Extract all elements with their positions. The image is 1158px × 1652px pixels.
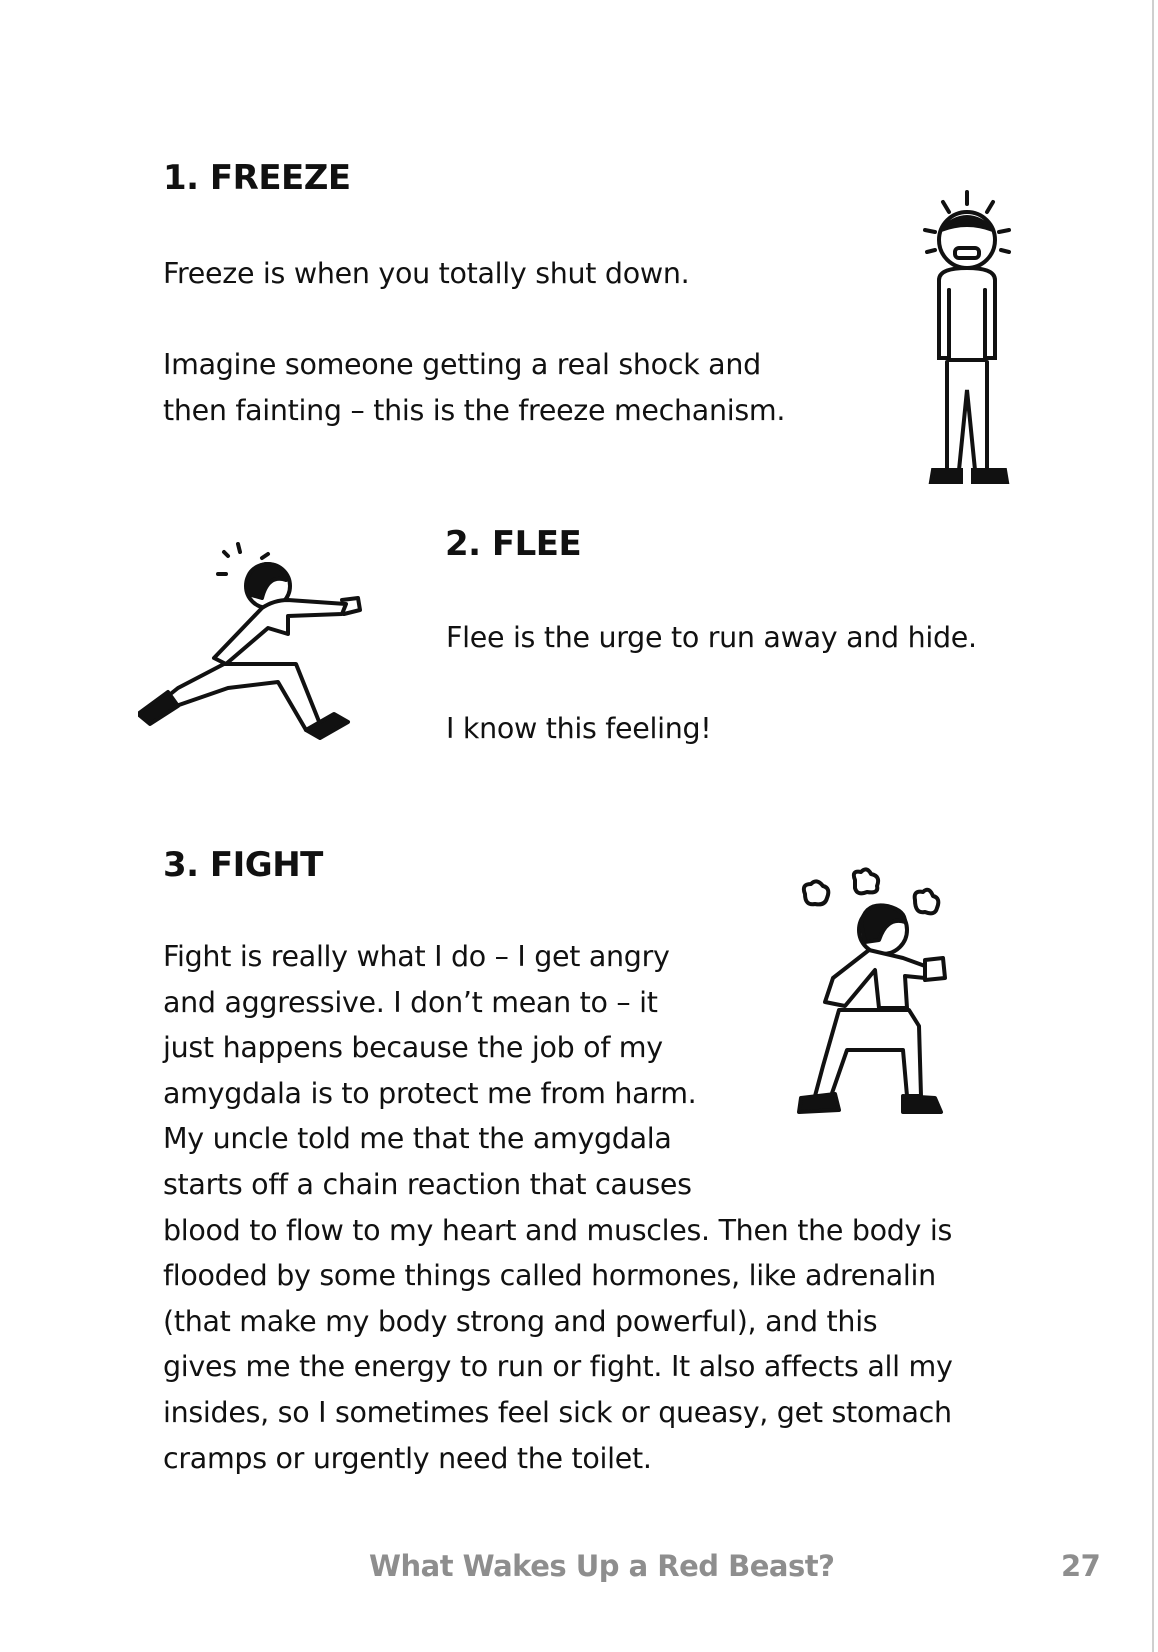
- text-line: then fainting – this is the freeze mechanism.: [163, 393, 786, 427]
- freeze-paragraph-2: [163, 342, 785, 433]
- text-line: My uncle told me that the amygdala: [163, 1122, 672, 1156]
- text-line: and aggressive. I don’t mean to – it: [163, 985, 658, 1019]
- text-line: cramps or urgently need the toilet.: [163, 1441, 652, 1475]
- text-line: blood to flow to my heart and muscles. Then the body is: [163, 1213, 953, 1247]
- text-line: starts off a chain reaction that causes: [163, 1167, 692, 1201]
- flee-figure-illustration: [138, 538, 388, 753]
- text-line: flooded by some things called hormones, like adrenalin: [163, 1259, 936, 1293]
- heading-flee: 2. FLEE: [445, 524, 582, 564]
- freeze-figure-illustration: [905, 190, 1035, 485]
- flee-paragraph-2: [446, 706, 711, 752]
- freeze-paragraph-1: [163, 251, 689, 297]
- flee-paragraph-1: [446, 615, 977, 661]
- text-line: Flee is the urge to run away and hide.: [446, 621, 977, 654]
- page-number: 27: [1061, 1549, 1101, 1583]
- text-line: just happens because the job of my: [163, 1031, 663, 1065]
- heading-fight: 3. FIGHT: [163, 845, 323, 885]
- text-line: amygdala is to protect me from harm.: [163, 1076, 697, 1110]
- heading-freeze: 1. FREEZE: [163, 158, 351, 198]
- text-line: (that make my body strong and powerful), and this: [163, 1304, 878, 1338]
- page-edge: [1152, 0, 1154, 1652]
- text-line: Fight is really what I do – I get angry: [163, 940, 670, 973]
- text-line: Freeze is when you totally shut down.: [163, 257, 690, 290]
- text-line: insides, so I sometimes feel sick or queasy, get stomach: [163, 1395, 952, 1429]
- text-line: gives me the energy to run or fight. It also affects all my: [163, 1350, 953, 1384]
- text-line: I know this feeling!: [446, 712, 712, 745]
- text-line: Imagine someone getting a real shock and: [163, 348, 761, 381]
- footer-book-title: What Wakes Up a Red Beast?: [369, 1549, 835, 1583]
- fight-figure-illustration: [795, 866, 1000, 1131]
